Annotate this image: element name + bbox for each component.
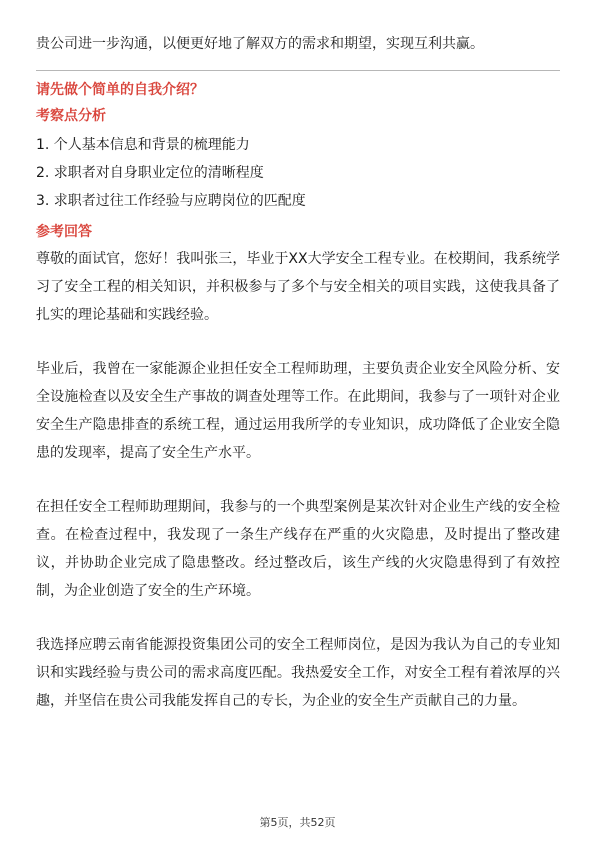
analysis-heading: 考察点分析	[36, 108, 106, 124]
document-page	[36, 30, 560, 715]
answer-paragraph: 尊敬的面试官，您好！我叫张三，毕业于XX大学安全工程专业。在校期间，我系统学习了安全工程的相关知识，并积极参与了多个与安全相关的项目实践，这使我具备了扎实的理论基础和实践经验。	[36, 251, 560, 323]
analysis-point: 1. 个人基本信息和背景的梳理能力	[36, 137, 250, 153]
intro-text: 贵公司进一步沟通，以便更好地了解双方的需求和期望，实现互利共赢。	[36, 36, 484, 52]
question-title: 请先做个简单的自我介绍？	[36, 82, 204, 98]
answer-paragraph: 在担任安全工程师助理期间，我参与的一个典型案例是某次针对企业生产线的安全检查。在检查过程中，我发现了一条生产线存在严重的火灾隐患，及时提出了整改建议，并协助企业完成了隐患整改。经过整改后，该生产线的火灾隐患得到了有效控制，为企业创造了安全的生产环境。	[36, 499, 560, 599]
answer-paragraph: 我选择应聘云南省能源投资集团公司的安全工程师岗位，是因为我认为自己的专业知识和实践经验与贵公司的需求高度匹配。我热爱安全工作，对安全工程有着浓厚的兴趣，并坚信在贵公司我能发挥自己的专长，为企业的安全生产贡献自己的力量。	[36, 637, 560, 709]
answer-paragraph: 毕业后，我曾在一家能源企业担任安全工程师助理，主要负责企业安全风险分析、安全设施检查以及安全生产事故的调查处理等工作。在此期间，我参与了一项针对企业安全生产隐患排查的系统工程，通过运用我所学的专业知识，成功降低了企业安全隐患的发现率，提高了安全生产水平。	[36, 361, 560, 461]
analysis-point: 2. 求职者对自身职业定位的清晰程度	[36, 165, 264, 181]
answer-heading: 参考回答	[36, 224, 92, 240]
page-number: 第5页，共52页	[259, 816, 336, 829]
section-divider	[36, 70, 560, 71]
answer-body	[36, 245, 560, 715]
analysis-point: 3. 求职者过往工作经验与应聘岗位的匹配度	[36, 193, 306, 209]
analysis-list	[36, 131, 560, 215]
